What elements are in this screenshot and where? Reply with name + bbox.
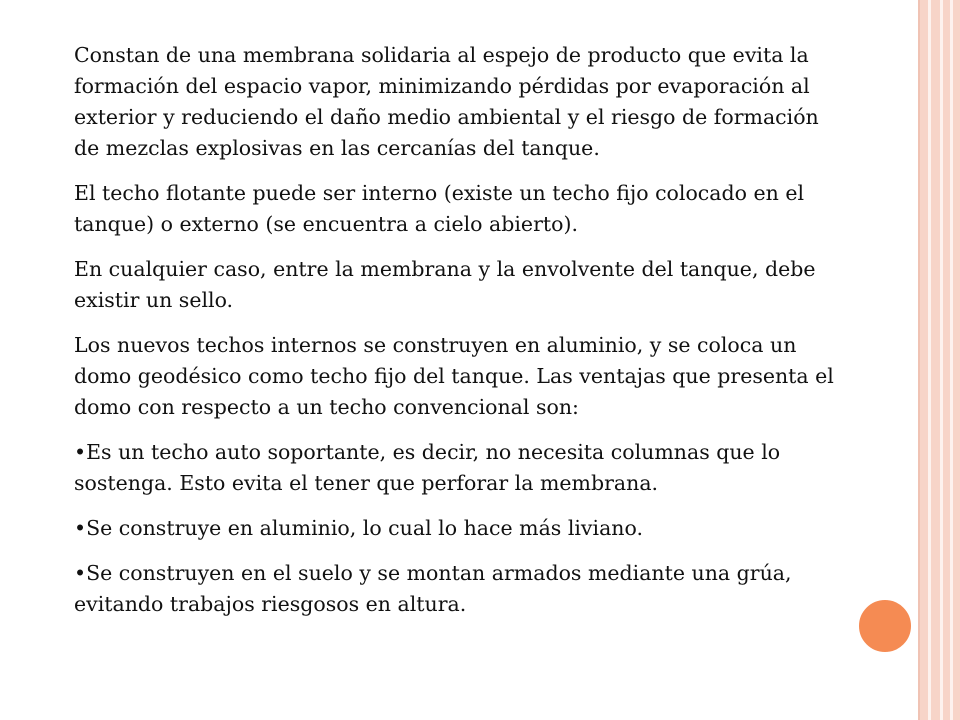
decorative-border-edge (918, 0, 920, 720)
decorative-border-line (928, 0, 931, 720)
decorative-border (918, 0, 960, 720)
paragraph-membrane: Constan de una membrana solidaria al espejo de producto que evita la formación del espacio vapor, minimizando pérdidas por evaporación al exterior y reduciendo el daño medio ambiental y el riesgo de formación de mezclas explosivas en las cercanías del tanque. (74, 43, 819, 160)
decorative-border-line (950, 0, 953, 720)
paragraph-roof-types: El techo flotante puede ser interno (existe un techo fijo colocado en el tanque) o externo (se encuentra a cielo abierto). (74, 181, 805, 236)
paragraph-seal: En cualquier caso, entre la membrana y la envolvente del tanque, debe existir un sello. (74, 257, 816, 312)
bullet-crane-assembly: •Se construyen en el suelo y se montan armados mediante una grúa, evitando trabajos riesgosos en altura. (74, 561, 792, 616)
bullet-lightweight: •Se construye en aluminio, lo cual lo hace más liviano. (74, 516, 643, 540)
decorative-circle (856, 597, 914, 655)
decorative-border-line (940, 0, 943, 720)
bullet-self-supporting: •Es un techo auto soportante, es decir, no necesita columnas que lo sostenga. Esto evita el tener que perforar la membrana. (74, 440, 781, 495)
slide-body (74, 40, 844, 634)
paragraph-aluminum-roofs: Los nuevos techos internos se construyen en aluminio, y se coloca un domo geodésico como techo fijo del tanque. Las ventajas que presenta el domo con respecto a un techo convencional son: (74, 333, 834, 419)
